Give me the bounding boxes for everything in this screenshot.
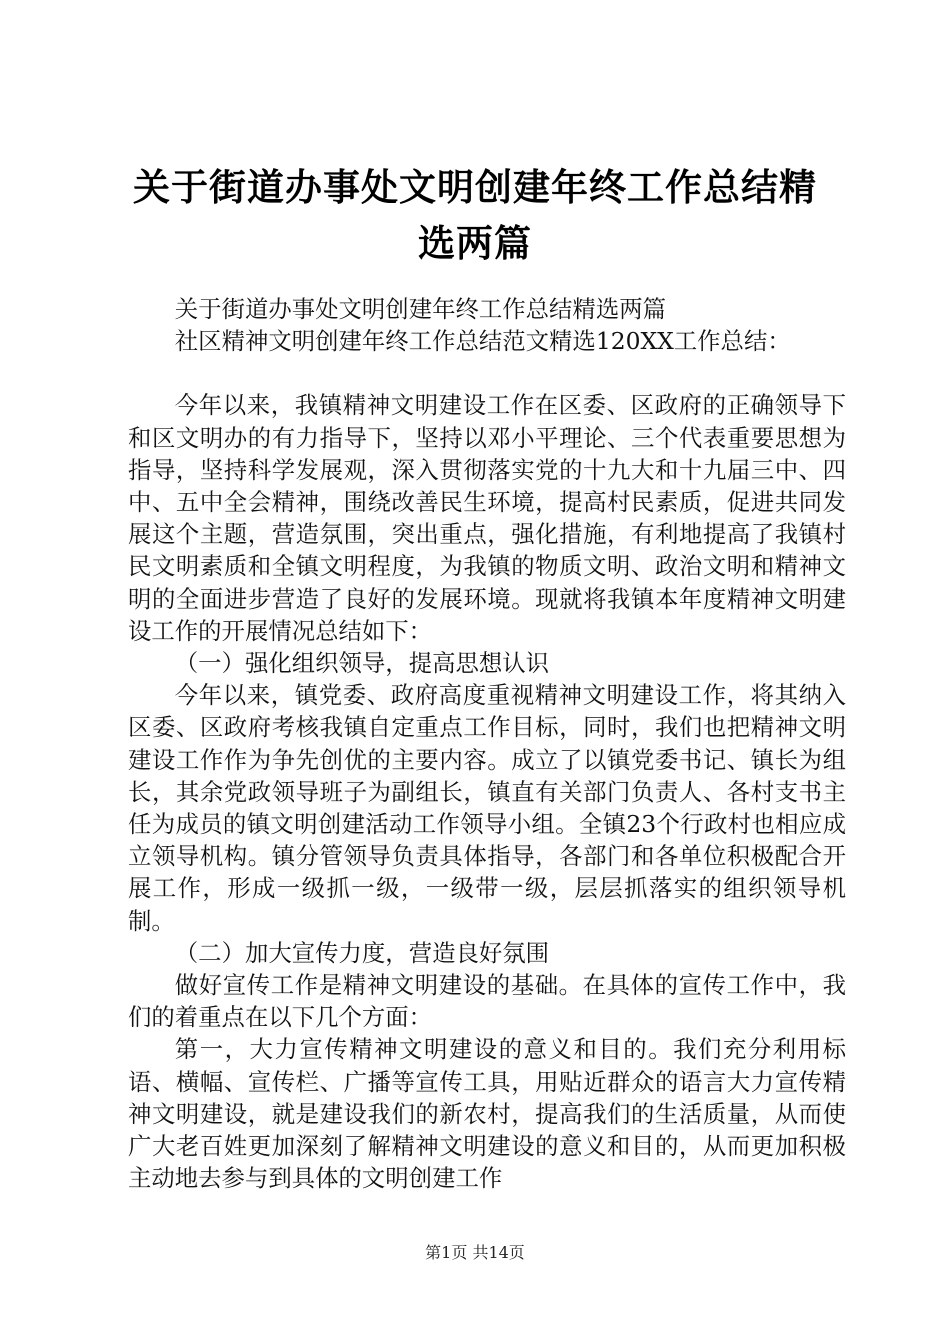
section-heading-1: （一）强化组织领导，提高思想认识 xyxy=(174,649,550,678)
page-footer: 第1页 共14页 xyxy=(425,1243,525,1262)
paragraph-section-2-point-1: 第一，大力宣传精神文明建设的意义和目的。我们充分利用标语、横幅、宣传栏、广播等宣传工具，用贴近群众的语言大力宣传精神文明建设，就是建设我们的新农村，提高我们的生活质量，从而使广大老百姓更加深刻了解精神文明建设的意义和目的，从而更加积极主动地去参与到具体的文明创建工作 xyxy=(128,1035,846,1193)
paragraph-section-2-intro: 做好宣传工作是精神文明建设的基础。在具体的宣传工作中，我们的着重点在以下几个方面： xyxy=(128,971,846,1032)
paragraph-section-1: 今年以来，镇党委、政府高度重视精神文明建设工作，将其纳入区委、区政府考核我镇自定重点工作目标，同时，我们也把精神文明建设工作作为争先创优的主要内容。成立了以镇党委书记、镇长为组长，其余党政领导班子为副组长，镇直有关部门负责人、各村支书主任为成员的镇文明创建活动工作领导小组。全镇23个行政村也相应成立领导机构。镇分管领导负责具体指导，各部门和各单位积极配合开展工作，形成一级抓一级，一级带一级，层层抓落实的组织领导机制。 xyxy=(128,681,846,935)
document-title: 关于街道办事处文明创建年终工作总结精选两篇 xyxy=(133,166,817,265)
paragraph-intro: 今年以来，我镇精神文明建设工作在区委、区政府的正确领导下和区文明办的有力指导下，坚持以邓小平理论、三个代表重要思想为指导，坚持科学发展观，深入贯彻落实党的十九大和十九届三中、四中、五中全会精神，围绕改善民生环境，提高村民素质，促进共同发展这个主题，营造氛围，突出重点，强化措施，有利地提高了我镇村民文明素质和全镇文明程度，为我镇的物质文明、政治文明和精神文明的全面进步营造了良好的发展环境。现就将我镇本年度精神文明建设工作的开展情况总结如下： xyxy=(128,391,846,645)
paragraph-subtitle: 社区精神文明创建年终工作总结范文精选120XX工作总结： xyxy=(174,327,791,356)
section-heading-2: （二）加大宣传力度，营造良好氛围 xyxy=(174,938,550,967)
paragraph-heading-repeat: 关于街道办事处文明创建年终工作总结精选两篇 xyxy=(174,295,666,323)
document-body xyxy=(128,293,846,1194)
